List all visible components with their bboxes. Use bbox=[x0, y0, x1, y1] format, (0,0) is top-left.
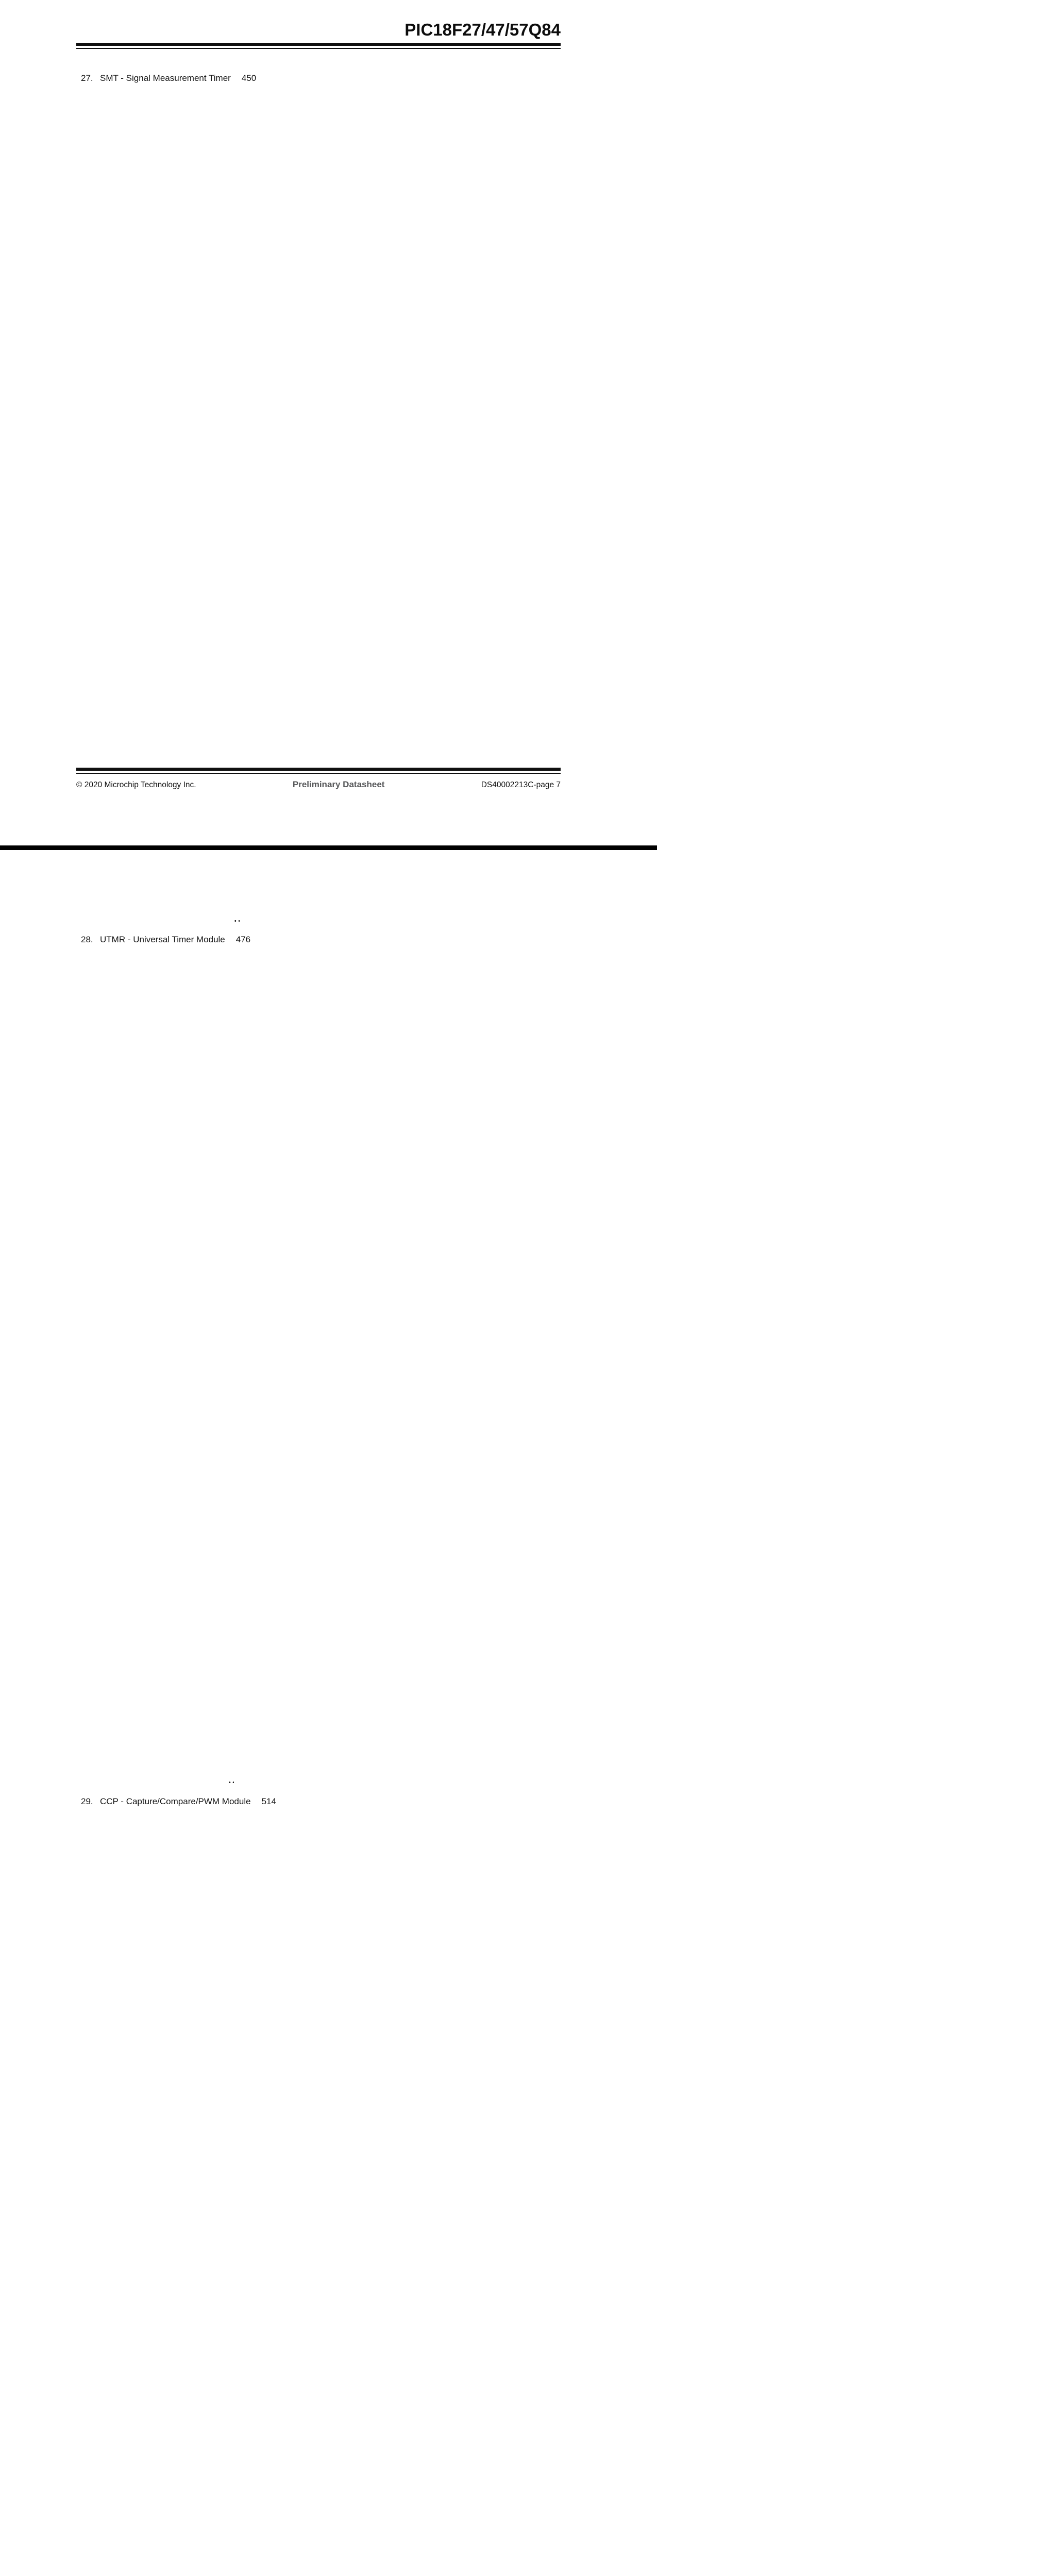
header-rule-thin bbox=[76, 48, 561, 49]
footer-rule-thick bbox=[76, 768, 561, 771]
toc-entry-title: CCP - Capture/Compare/PWM Module bbox=[100, 1796, 251, 1806]
toc-entry-title: SMT - Signal Measurement Timer bbox=[100, 73, 231, 83]
header-rule-thick bbox=[76, 43, 561, 46]
table-of-contents bbox=[81, 73, 517, 2576]
page-bottom-bar bbox=[0, 845, 657, 850]
toc-entry-number: 29. bbox=[81, 1796, 93, 1806]
toc-entry[interactable] bbox=[81, 935, 517, 1785]
footer-copyright: © 2020 Microchip Technology Inc. bbox=[76, 781, 196, 789]
toc-entry-title: UTMR - Universal Timer Module bbox=[100, 935, 225, 945]
footer-rule-thin bbox=[76, 773, 561, 774]
footer-doc-id: DS40002213C-page 7 bbox=[481, 781, 561, 789]
toc-entry-number: 27. bbox=[81, 73, 93, 83]
toc-entry-page: 476 bbox=[236, 935, 893, 1785]
toc-entry[interactable] bbox=[81, 73, 517, 923]
toc-entry-page: 450 bbox=[242, 73, 899, 923]
page-header bbox=[76, 21, 561, 49]
toc-entry-number: 28. bbox=[81, 935, 93, 945]
page-title: PIC18F27/47/57Q84 bbox=[404, 20, 561, 39]
footer-text-row bbox=[76, 779, 561, 790]
page-footer bbox=[76, 768, 561, 790]
dot-leader bbox=[233, 920, 240, 922]
dot-leader bbox=[228, 1781, 234, 1784]
toc-entry[interactable] bbox=[81, 1797, 517, 2576]
footer-preliminary-label: Preliminary Datasheet bbox=[292, 779, 385, 789]
toc-entry-page: 514 bbox=[262, 1797, 919, 2576]
datasheet-page bbox=[0, 0, 657, 1806]
